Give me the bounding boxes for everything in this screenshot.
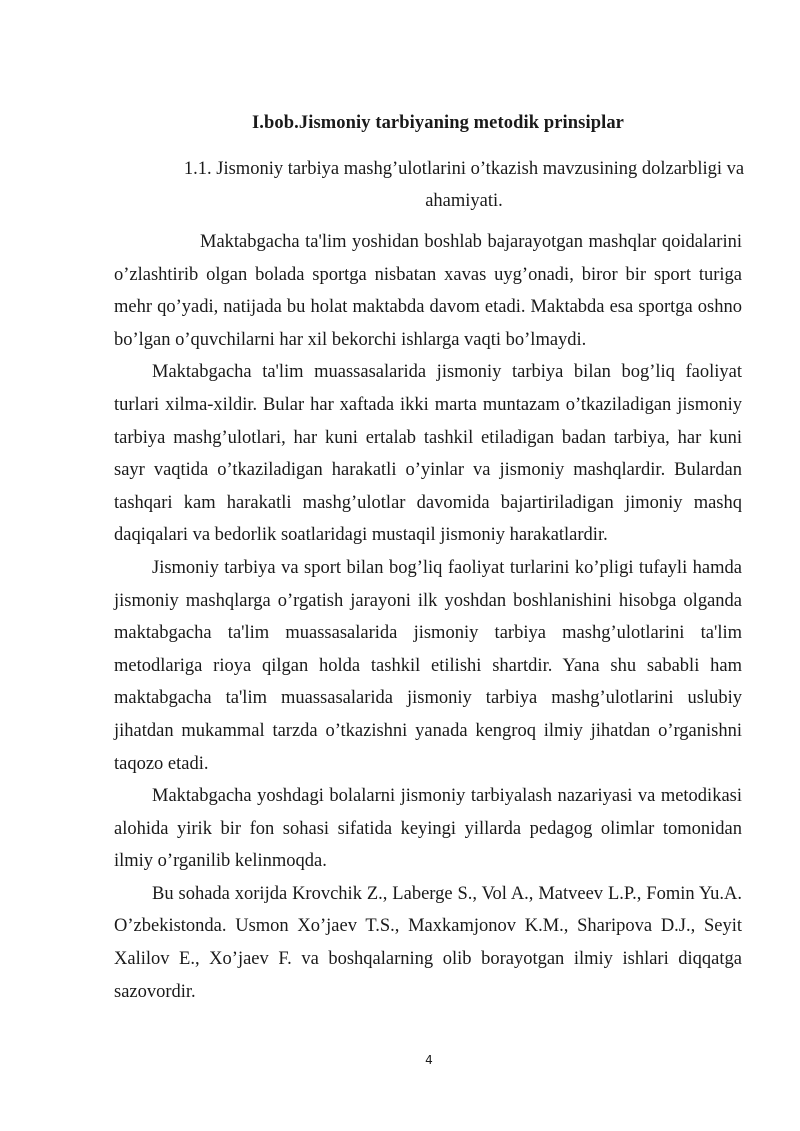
paragraph: Jismoniy tarbiya va sport bilan bog’liq faoliyat turlarini ko’pligi tufayli hamda jismoniy mashqlarga o’rgatish jarayoni ilk yoshdan boshlanishini hisobga olganda maktabgacha ta'lim muassasalarida jismoniy tarbiya mashg’ulotlarini ta'lim metodlariga rioya qilgan holda tashkil etilishi shartdir. Yana shu sababli ham maktabgacha ta'lim muassasalarida jismoniy tarbiya mashg’ulotlarini uslubiy jihatdan mukammal tarzda o’tkazishni yanada kengroq ilmiy jihatdan o’rganishni taqozo etadi.	[114, 557, 742, 774]
paragraph: Maktabgacha ta'lim muassasalarida jismoniy tarbiya bilan bog’liq faoliyat turlari xilma-xildir. Bular har xaftada ikki marta muntazam o’tkaziladigan jismoniy tarbiya mashg’ulotlari, har kuni ertalab tashkil etiladigan badan tarbiya, har kuni sayr vaqtida o’tkaziladigan harakatli o’yinlar va jismoniy mashqlardir. Bulardan tashqari kam harakatli mashg’ulotlar davomida bajartiriladigan jimoniy mashq daqiqalari va bedorlik soatlaridagi mustaqil jismoniy harakatlardir.	[114, 362, 742, 546]
body-text	[114, 226, 742, 1008]
section-title: 1.1. Jismoniy tarbiya mashg’ulotlarini o’tkazish mavzusining dolzarbligi va ahamiyati.	[183, 159, 745, 211]
paragraph: Maktabgacha ta'lim yoshidan boshlab bajarayotgan mashqlar qoidalarini o’zlashtirib olgan bolada sportga nisbatan xavas uyg’onadi, biror bir sport turiga mehr qo’yadi, natijada bu holat maktabda davom etadi. Maktabda esa sportga oshno bo’lgan o’quvchilarni har xil bekorchi ishlarga vaqti bo’lmaydi.	[114, 232, 742, 350]
chapter-title: I.bob.Jismoniy tarbiyaning metodik prinsiplar	[251, 113, 624, 133]
page-number: 4	[425, 1053, 433, 1067]
paragraph: Maktabgacha yoshdagi bolalarni jismoniy tarbiyalash nazariyasi va metodikasi alohida yirik bir fon sohasi sifatida keyingi yillarda pedagog olimlar tomonidan ilmiy o’rganilib kelinmoqda.	[114, 786, 742, 872]
paragraph: Bu sohada xorijda Krovchik Z., Laberge S., Vol A., Matveev L.P., Fomin Yu.A. O’zbekistonda. Usmon Xo’jaev T.S., Maxkamjonov K.M., Sharipova D.J., Seyit Xalilov E., Xo’jaev F. va boshqalarning olib borayotgan ilmiy ishlari diqqatga sazovordir.	[114, 883, 742, 1002]
